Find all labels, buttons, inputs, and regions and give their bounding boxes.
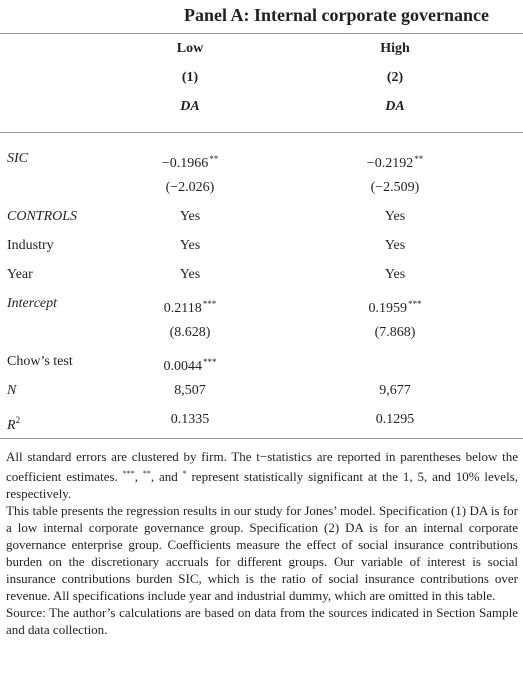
row-label: Year: [7, 267, 33, 282]
row-label: SIC: [7, 151, 28, 166]
col2-value: (7.868): [374, 325, 416, 340]
table-row-sic: [0, 150, 523, 174]
col1-value: −0.1966**: [161, 154, 219, 171]
table-row-chow-test: [0, 353, 523, 377]
row-label: Intercept: [7, 296, 58, 311]
col1-group-header: Low: [176, 41, 204, 56]
table-row-r-squared: [0, 411, 523, 435]
row-label: Industry: [7, 238, 54, 253]
col1-value: 8,507: [174, 383, 206, 398]
col1-value: (−2.026): [165, 180, 215, 195]
col2-value: −0.2192**: [366, 154, 424, 171]
bottom-rule: [0, 438, 523, 439]
top-rule: [0, 33, 523, 34]
col1-value: Yes: [179, 238, 201, 253]
col2-number-header: (2): [386, 70, 404, 85]
col2-value: 0.1295: [375, 412, 415, 427]
col2-value: Yes: [384, 238, 406, 253]
row-label: Chow’s test: [7, 354, 73, 369]
col1-value: 0.2118***: [163, 299, 217, 316]
panel-title: Panel A: Internal corporate governance: [184, 5, 489, 25]
table-row-intercept-tstat: [0, 324, 523, 348]
table-row-controls: [0, 208, 523, 232]
note-source: Source: The author’s calculations are based on data from the sources indicated in Section Sample and data collection.: [6, 605, 518, 637]
col1-value: 0.0044***: [163, 357, 217, 374]
table-notes: [6, 448, 518, 638]
note-standard-errors: All standard errors are clustered by firm. The t−statistics are reported in parentheses below the coefficient estimates. ***, **, and * represent statistically significant at the 1, 5, and 10% levels, respectively.: [6, 449, 518, 501]
col2-dependent-header: DA: [385, 99, 405, 114]
note-description: This table presents the regression results in our study for Jones’ model. Specification (1) DA is for a low internal corporate governance group. Specification (2) DA is for an internal corporate governance enterprise group. Coefficients measure the effect of social insurance contributions burden on the discretionary accruals for different groups. Our variable of interest is social insurance contributions burden SIC, which is the ratio of social insurance contributions over revenue. All specifications include year and industrial dummy, which are omitted in this table.: [6, 503, 518, 603]
table-row-industry: [0, 237, 523, 261]
header-rule: [0, 132, 523, 133]
col2-value: 0.1959***: [368, 299, 422, 316]
col2-value: 9,677: [379, 383, 411, 398]
col1-number-header: (1): [181, 70, 199, 85]
table-row-sic-tstat: [0, 179, 523, 203]
col1-value: Yes: [179, 267, 201, 282]
col1-value: 0.1335: [170, 412, 210, 427]
row-label: $R^2$: [7, 415, 21, 433]
table-row-intercept: [0, 295, 523, 319]
col2-value: (−2.509): [370, 180, 420, 195]
col1-value: (8.628): [169, 325, 211, 340]
row-label: CONTROLS: [7, 209, 78, 224]
table-row-n: [0, 382, 523, 406]
col2-value: Yes: [384, 267, 406, 282]
col2-group-header: High: [380, 41, 410, 56]
row-label: N: [7, 383, 17, 398]
col1-dependent-header: DA: [180, 99, 200, 114]
col2-value: Yes: [384, 209, 406, 224]
table-row-year: [0, 266, 523, 290]
col1-value: Yes: [179, 209, 201, 224]
